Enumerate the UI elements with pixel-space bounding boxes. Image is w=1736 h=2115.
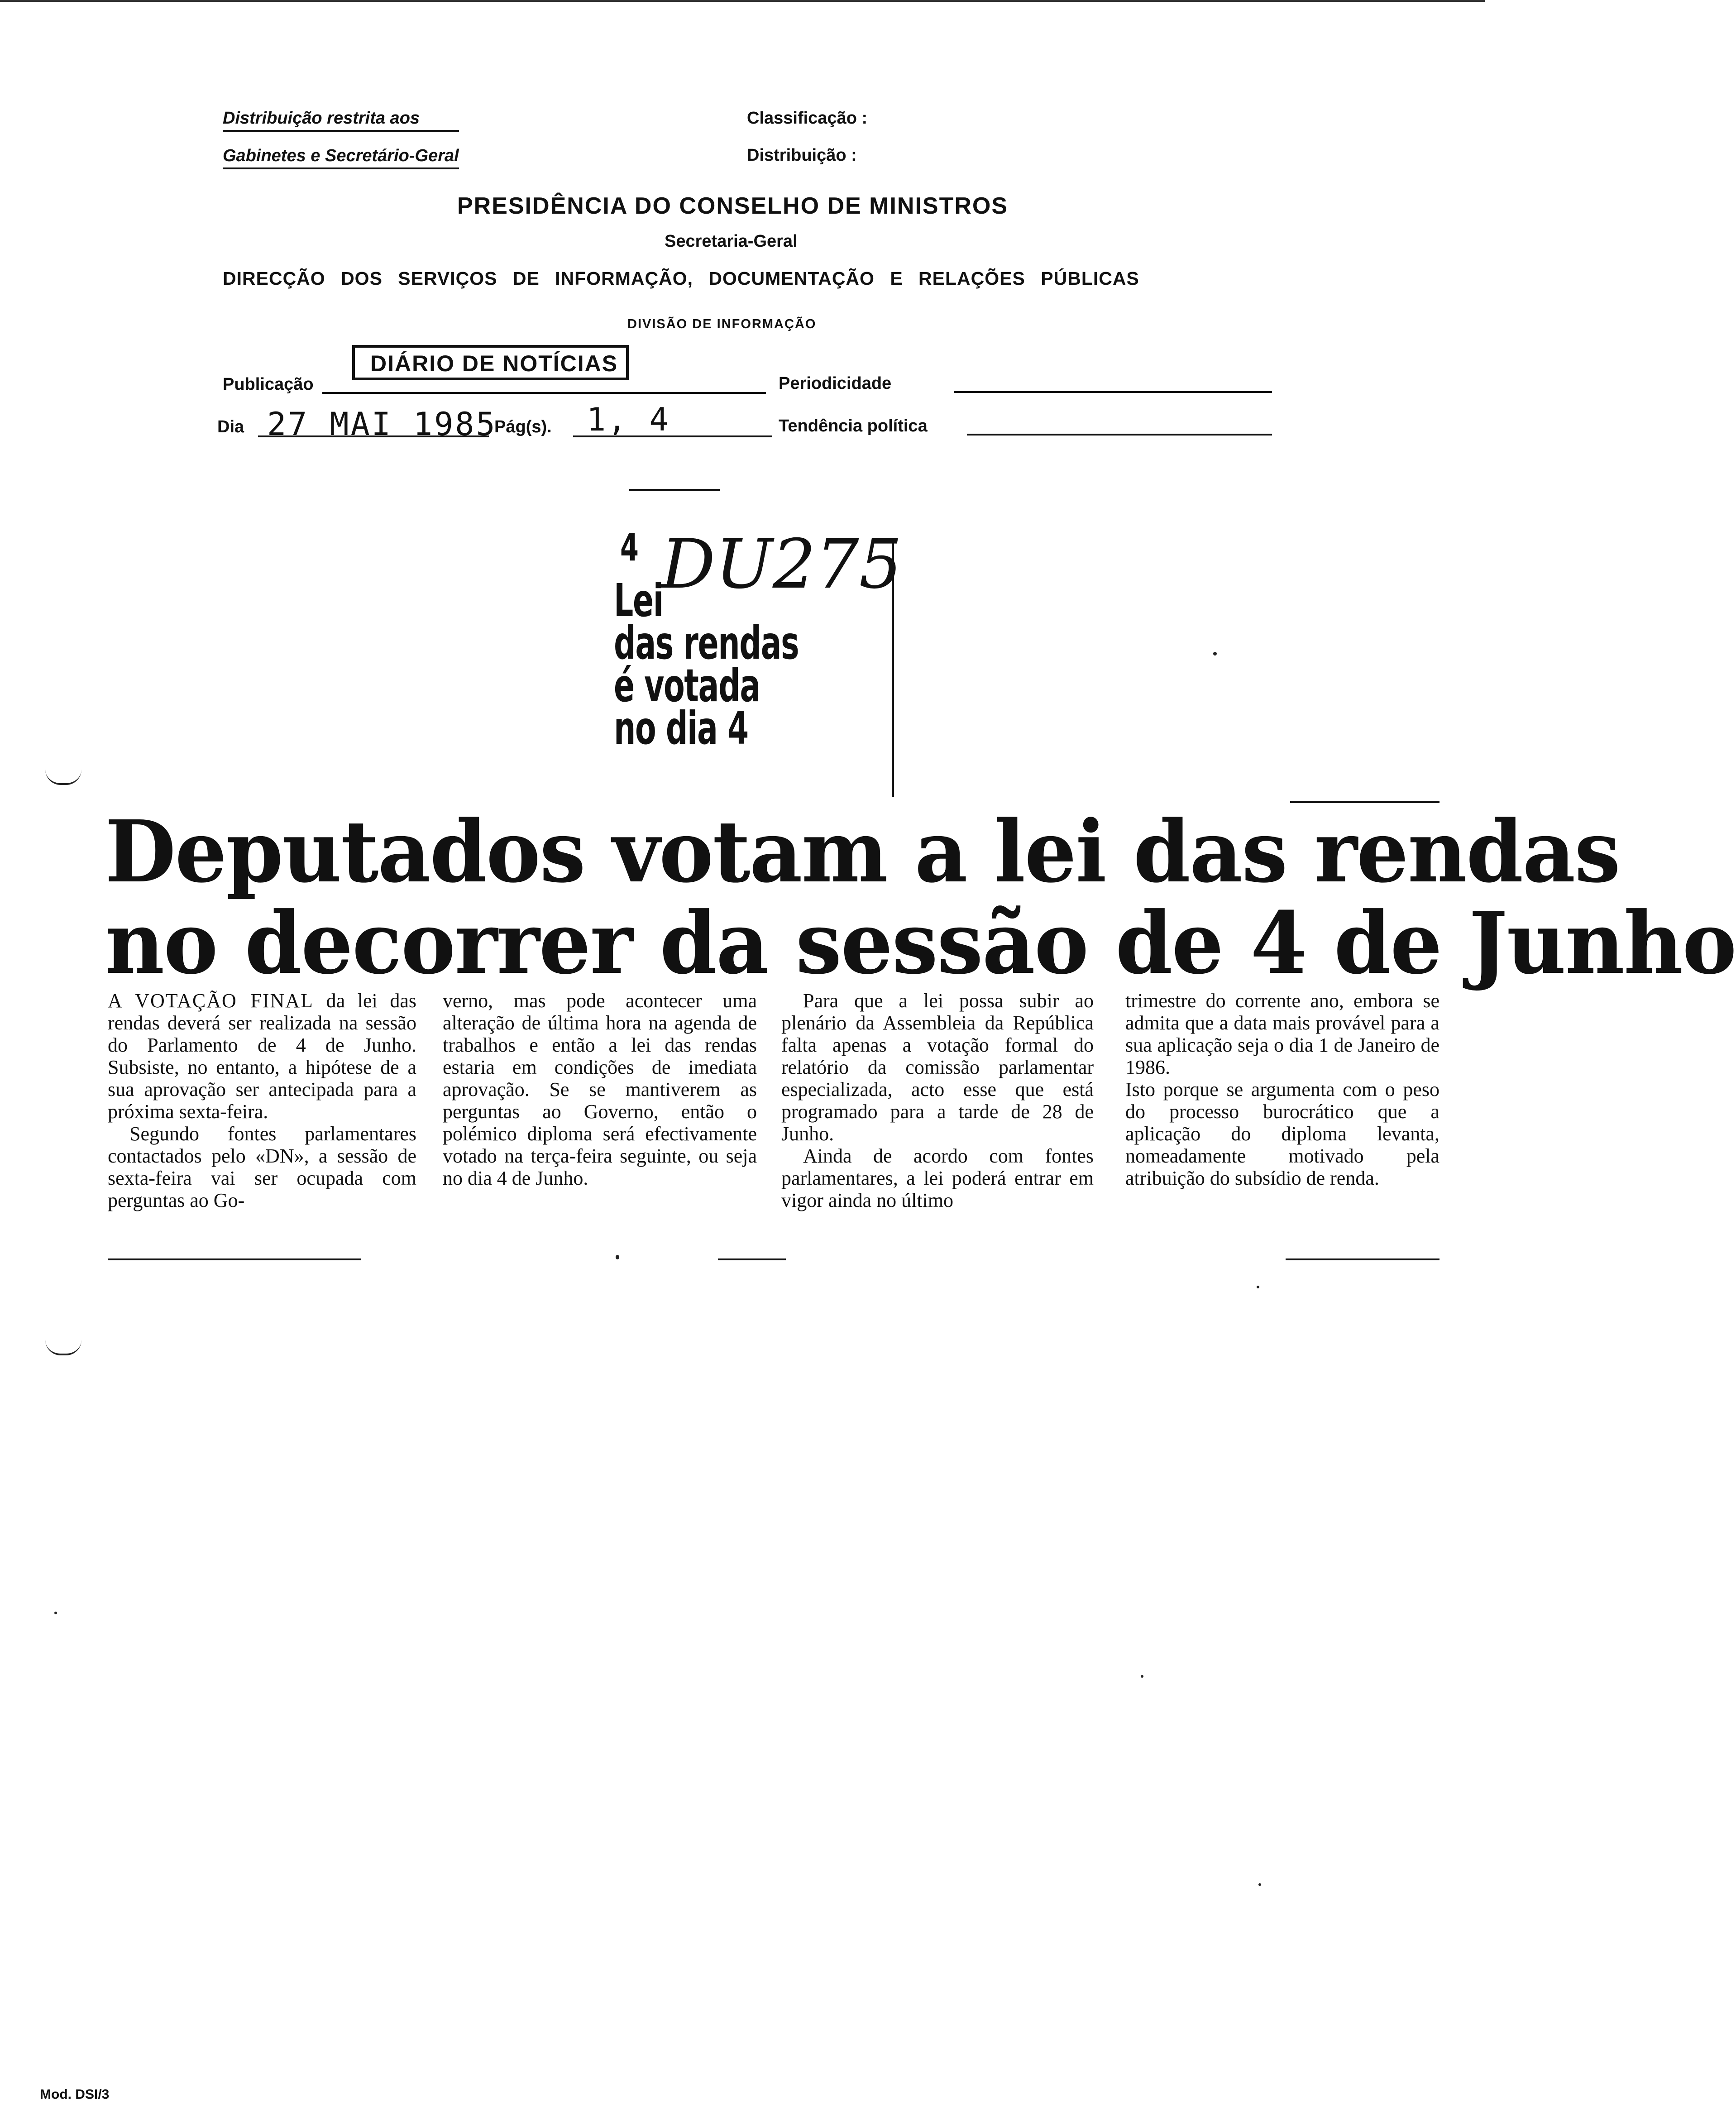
article-column-3: [781, 990, 1094, 1211]
distribuicao-label: Distribuição :: [747, 146, 857, 165]
form-code: Mod. DSI/3: [40, 2087, 110, 2102]
col3-paragraph-1: Para que a lei possa subir ao plenário da Assembleia da República falta apenas a votação formal do relatório da comissão parlamentar especializada, acto esse que está programado para a tarde de 28 de Junho.: [781, 990, 1094, 1145]
dia-label: Dia: [217, 417, 244, 436]
publicacao-stamp: DIÁRIO DE NOTÍCIAS: [352, 345, 629, 380]
distribution-line-2: Gabinetes e Secretário-Geral: [223, 146, 459, 169]
top-border-rule: [0, 0, 1485, 2]
col3-paragraph-2: Ainda de acordo com fontes parlamentares, a lei poderá entrar em vigor ainda no último: [781, 1145, 1094, 1211]
article-column-2: [443, 990, 757, 1189]
scan-speck: [1258, 1883, 1261, 1886]
scan-speck: [1257, 1286, 1259, 1288]
col2-paragraph-1: verno, mas pode acontecer uma alteração de última hora na agenda de trabalhos e então a lei das rendas estaria em condições de imediata aprovação. Se se mantiverem as perguntas ao Governo, então o polémico diploma será efectivamente votado na terça-feira seguinte, ou seja no dia 4 de Junho.: [443, 990, 757, 1189]
distribution-line-1: Distribuição restrita aos: [223, 109, 459, 132]
pag-underline: [573, 435, 772, 437]
article-column-1: [108, 990, 416, 1211]
distribution-restriction: [223, 109, 459, 169]
publicacao-label: Publicação: [223, 375, 314, 394]
periodicidade-label: Periodicidade: [779, 374, 892, 393]
col1-paragraph-1-text: da lei das rendas deverá ser realizada na sessão do Parlamento de 4 de Junho. Subsiste, no entanto, a hipótese de a sua aprovação ser antecipada para a próxima sexta-feira.: [108, 990, 417, 1123]
kicker-line-3: é votada: [614, 659, 760, 712]
dia-underline: [258, 435, 489, 437]
kicker-page-number: 4: [620, 525, 639, 569]
org-title: PRESIDÊNCIA DO CONSELHO DE MINISTROS: [457, 193, 1009, 219]
publicacao-underline: [322, 392, 766, 394]
col4-paragraph-2: Isto porque se argumenta com o peso do processo burocrático que a aplicação do diploma levanta, nomeadamente motivado pela atribuição do subsídio de renda.: [1125, 1078, 1439, 1189]
scan-speck: [54, 1612, 57, 1614]
margin-hole-mark-upper: [45, 770, 81, 785]
department-name: DIRECÇÃO DOS SERVIÇOS DE INFORMAÇÃO, DOCUMENTAÇÃO E RELAÇÕES PÚBLICAS: [223, 268, 1139, 289]
tendencia-label: Tendência política: [779, 416, 928, 435]
classificacao-label: Classificação :: [747, 109, 868, 128]
periodicidade-underline: [954, 391, 1272, 393]
scan-speck: [1213, 652, 1217, 656]
col1-bottom-rule: [108, 1258, 361, 1260]
pag-handwritten-value: 1, 4: [587, 401, 670, 438]
col3-bottom-rule: [718, 1258, 786, 1260]
kicker-text: [614, 574, 799, 755]
kicker-top-rule: [629, 489, 720, 491]
headline-line-1: Deputados votam a lei das rendas: [105, 802, 1620, 902]
kicker-line-2: das rendas: [614, 617, 799, 670]
col1-paragraph-1: [108, 990, 416, 1123]
kicker-line-1: Lei: [614, 574, 663, 627]
margin-hole-mark-lower: [45, 1340, 81, 1355]
col4-paragraph-1: trimestre do corrente ano, embora se admita que a data mais provável para a sua aplicação seja o dia 1 de Janeiro de 1986.: [1125, 990, 1439, 1078]
article-column-4: [1125, 990, 1439, 1189]
dia-stamp-value: 27 MAI 1985: [267, 406, 497, 443]
org-subtitle: Secretaria-Geral: [665, 232, 798, 251]
kicker-right-rule: [892, 543, 894, 797]
scan-speck: [1141, 1675, 1143, 1678]
col1-paragraph-2: Segundo fontes parlamentares contactados pelo «DN», a sessão de sexta-feira vai ser ocupada com perguntas ao Go-: [108, 1123, 416, 1211]
division-name: DIVISÃO DE INFORMAÇÃO: [627, 317, 817, 331]
kicker-line-4: no dia 4: [614, 702, 748, 755]
tendencia-underline: [967, 434, 1272, 435]
handwritten-reference: DU275: [661, 525, 902, 604]
headline-line-2: no decorrer da sessão de 4 de Junho: [105, 893, 1736, 993]
col4-bottom-rule: [1286, 1258, 1439, 1260]
pag-label: Pág(s).: [494, 417, 552, 436]
col1-lead-in: A VOTAÇÃO FINAL: [108, 990, 314, 1012]
scan-speck: [616, 1255, 619, 1259]
